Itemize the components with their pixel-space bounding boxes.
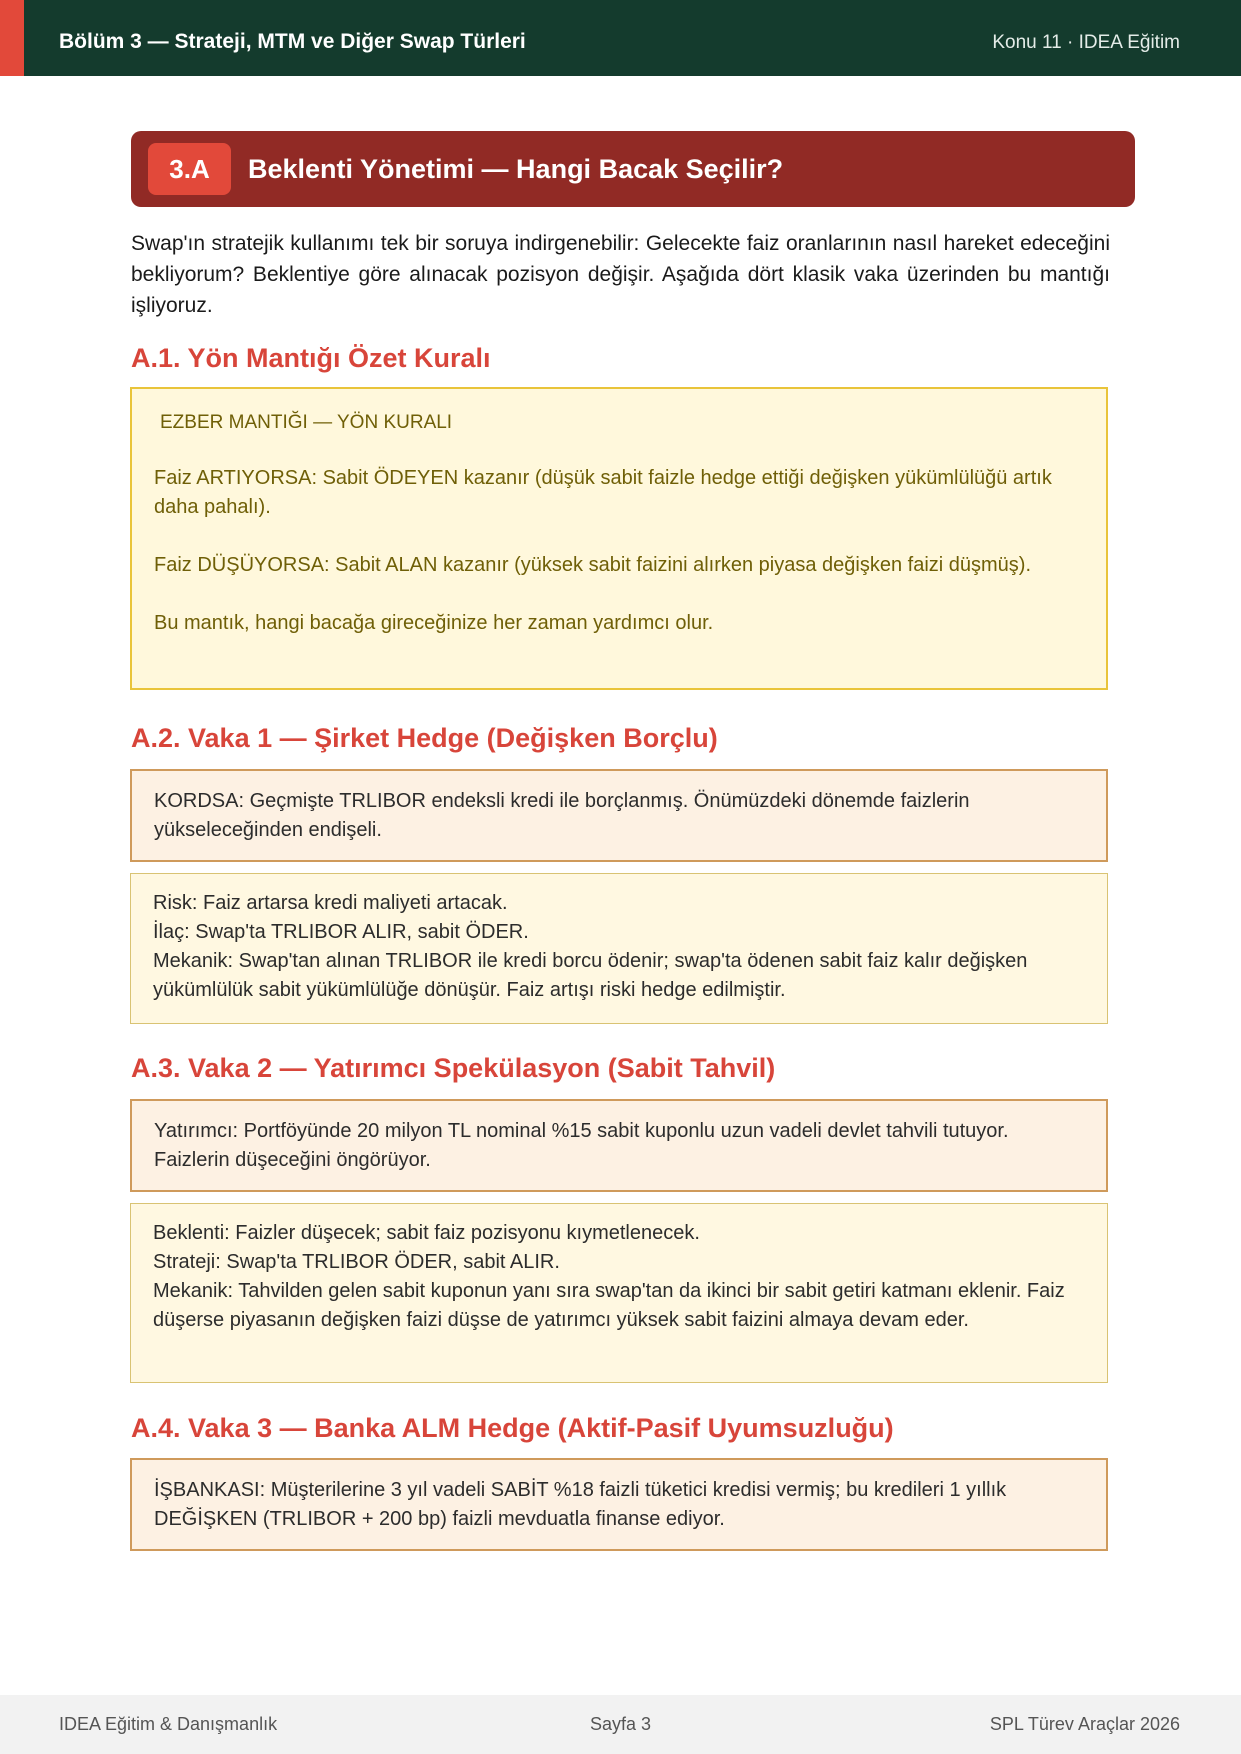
section-title: Beklenti Yönetimi — Hangi Bacak Seçilir? [248,154,784,184]
intro-paragraph: Swap'ın stratejik kullanımı tek bir soruya indirgenebilir: Gelecekte faiz oranlarının nasıl hareket edeceğini bekliyorum? Beklentiye göre alınacak pozisyon değişir. Aşağıda dört klasik vaka üzerinden bu mantığı işliyoruz. [131,232,1110,317]
case1-mechanics: Mekanik: Swap'tan alınan TRLIBOR ile kredi borcu ödenir; swap'ta ödenen sabit faiz kalır değişken yükümlülük sabit yükümlülüğe dönüşür. Faiz artışı riski hedge edilmiştir. [153,950,1028,1001]
rule-box-title: EZBER MANTIĞI — YÖN KURALI [160,412,453,433]
rule-rates-down: Faiz DÜŞÜYORSA: Sabit ALAN kazanır (yüksek sabit faizini alırken piyasa değişken faizi düşmüş). [154,554,1032,576]
chapter-title: Bölüm 3 — Strateji, MTM ve Diğer Swap Türleri [59,30,526,53]
page-footer [0,1695,1241,1754]
section-header [131,131,1135,207]
subheading-a1: A.1. Yön Mantığı Özet Kuralı [131,343,491,373]
footer-course: SPL Türev Araçlar 2026 [989,1714,1180,1734]
case1-remedy: İlaç: Swap'ta TRLIBOR ALIR, sabit ÖDER. [153,921,529,943]
topic-label: Konu 11 · IDEA Eğitim [992,32,1180,53]
case2-strategy: Strateji: Swap'ta TRLIBOR ÖDER, sabit ALIR. [153,1251,560,1273]
rule-note: Bu mantık, hangi bacağa gireceğinize her zaman yardımcı olur. [154,612,714,634]
subheading-a4: A.4. Vaka 3 — Banka ALM Hedge (Aktif-Pasif Uyumsuzluğu) [131,1413,894,1443]
rule-callout-box [130,387,1108,690]
case3-text: İŞBANKASI: Müşterilerine 3 yıl vadeli SABİT %18 faizli tüketici kredisi vermiş; bu kredileri 1 yıllık DEĞİŞKEN (TRLIBOR + 200 bp) faizli mevduatla finanse ediyor. [154,1479,1007,1530]
case1-text: KORDSA: Geçmişte TRLIBOR endeksli kredi ile borçlanmış. Önümüzdeki dönemde faizlerin yükseleceğinden endişeli. [154,790,970,841]
case2-box [130,1099,1108,1192]
case2-text: Yatırımcı: Portföyünde 20 milyon TL nominal %15 sabit kuponlu uzun vadeli devlet tahvili tutuyor. Faizlerin düşeceğini öngörüyor. [154,1120,1009,1171]
case1-box [130,769,1108,862]
section-number-badge: 3.A [148,143,231,195]
footer-company: IDEA Eğitim & Danışmanlık [59,1714,278,1734]
case2-expectation: Beklenti: Faizler düşecek; sabit faiz pozisyonu kıymetlenecek. [153,1222,700,1244]
case1-risk: Risk: Faiz artarsa kredi maliyeti artacak. [153,892,508,914]
header-accent-strip [0,0,24,76]
footer-page-number: Sayfa 3 [589,1714,652,1734]
case1-detail-box [130,873,1108,1024]
subheading-a3: A.3. Vaka 2 — Yatırımcı Spekülasyon (Sabit Tahvil) [131,1053,776,1083]
case2-detail-box [130,1203,1108,1383]
rule-rates-up: Faiz ARTIYORSA: Sabit ÖDEYEN kazanır (düşük sabit faizle hedge ettiği değişken yükümlülüğü artık daha pahalı). [154,467,1052,518]
subheading-a2: A.2. Vaka 1 — Şirket Hedge (Değişken Borçlu) [131,723,718,753]
case2-mechanics: Mekanik: Tahvilden gelen sabit kuponun yanı sıra swap'tan da ikinci bir sabit getiri katmanı eklenir. Faiz düşerse piyasanın değişken faizi düşse de yatırımcı yüksek sabit faizini almaya devam eder. [153,1280,1065,1331]
top-header-bar [0,0,1241,76]
case3-box [130,1458,1108,1551]
